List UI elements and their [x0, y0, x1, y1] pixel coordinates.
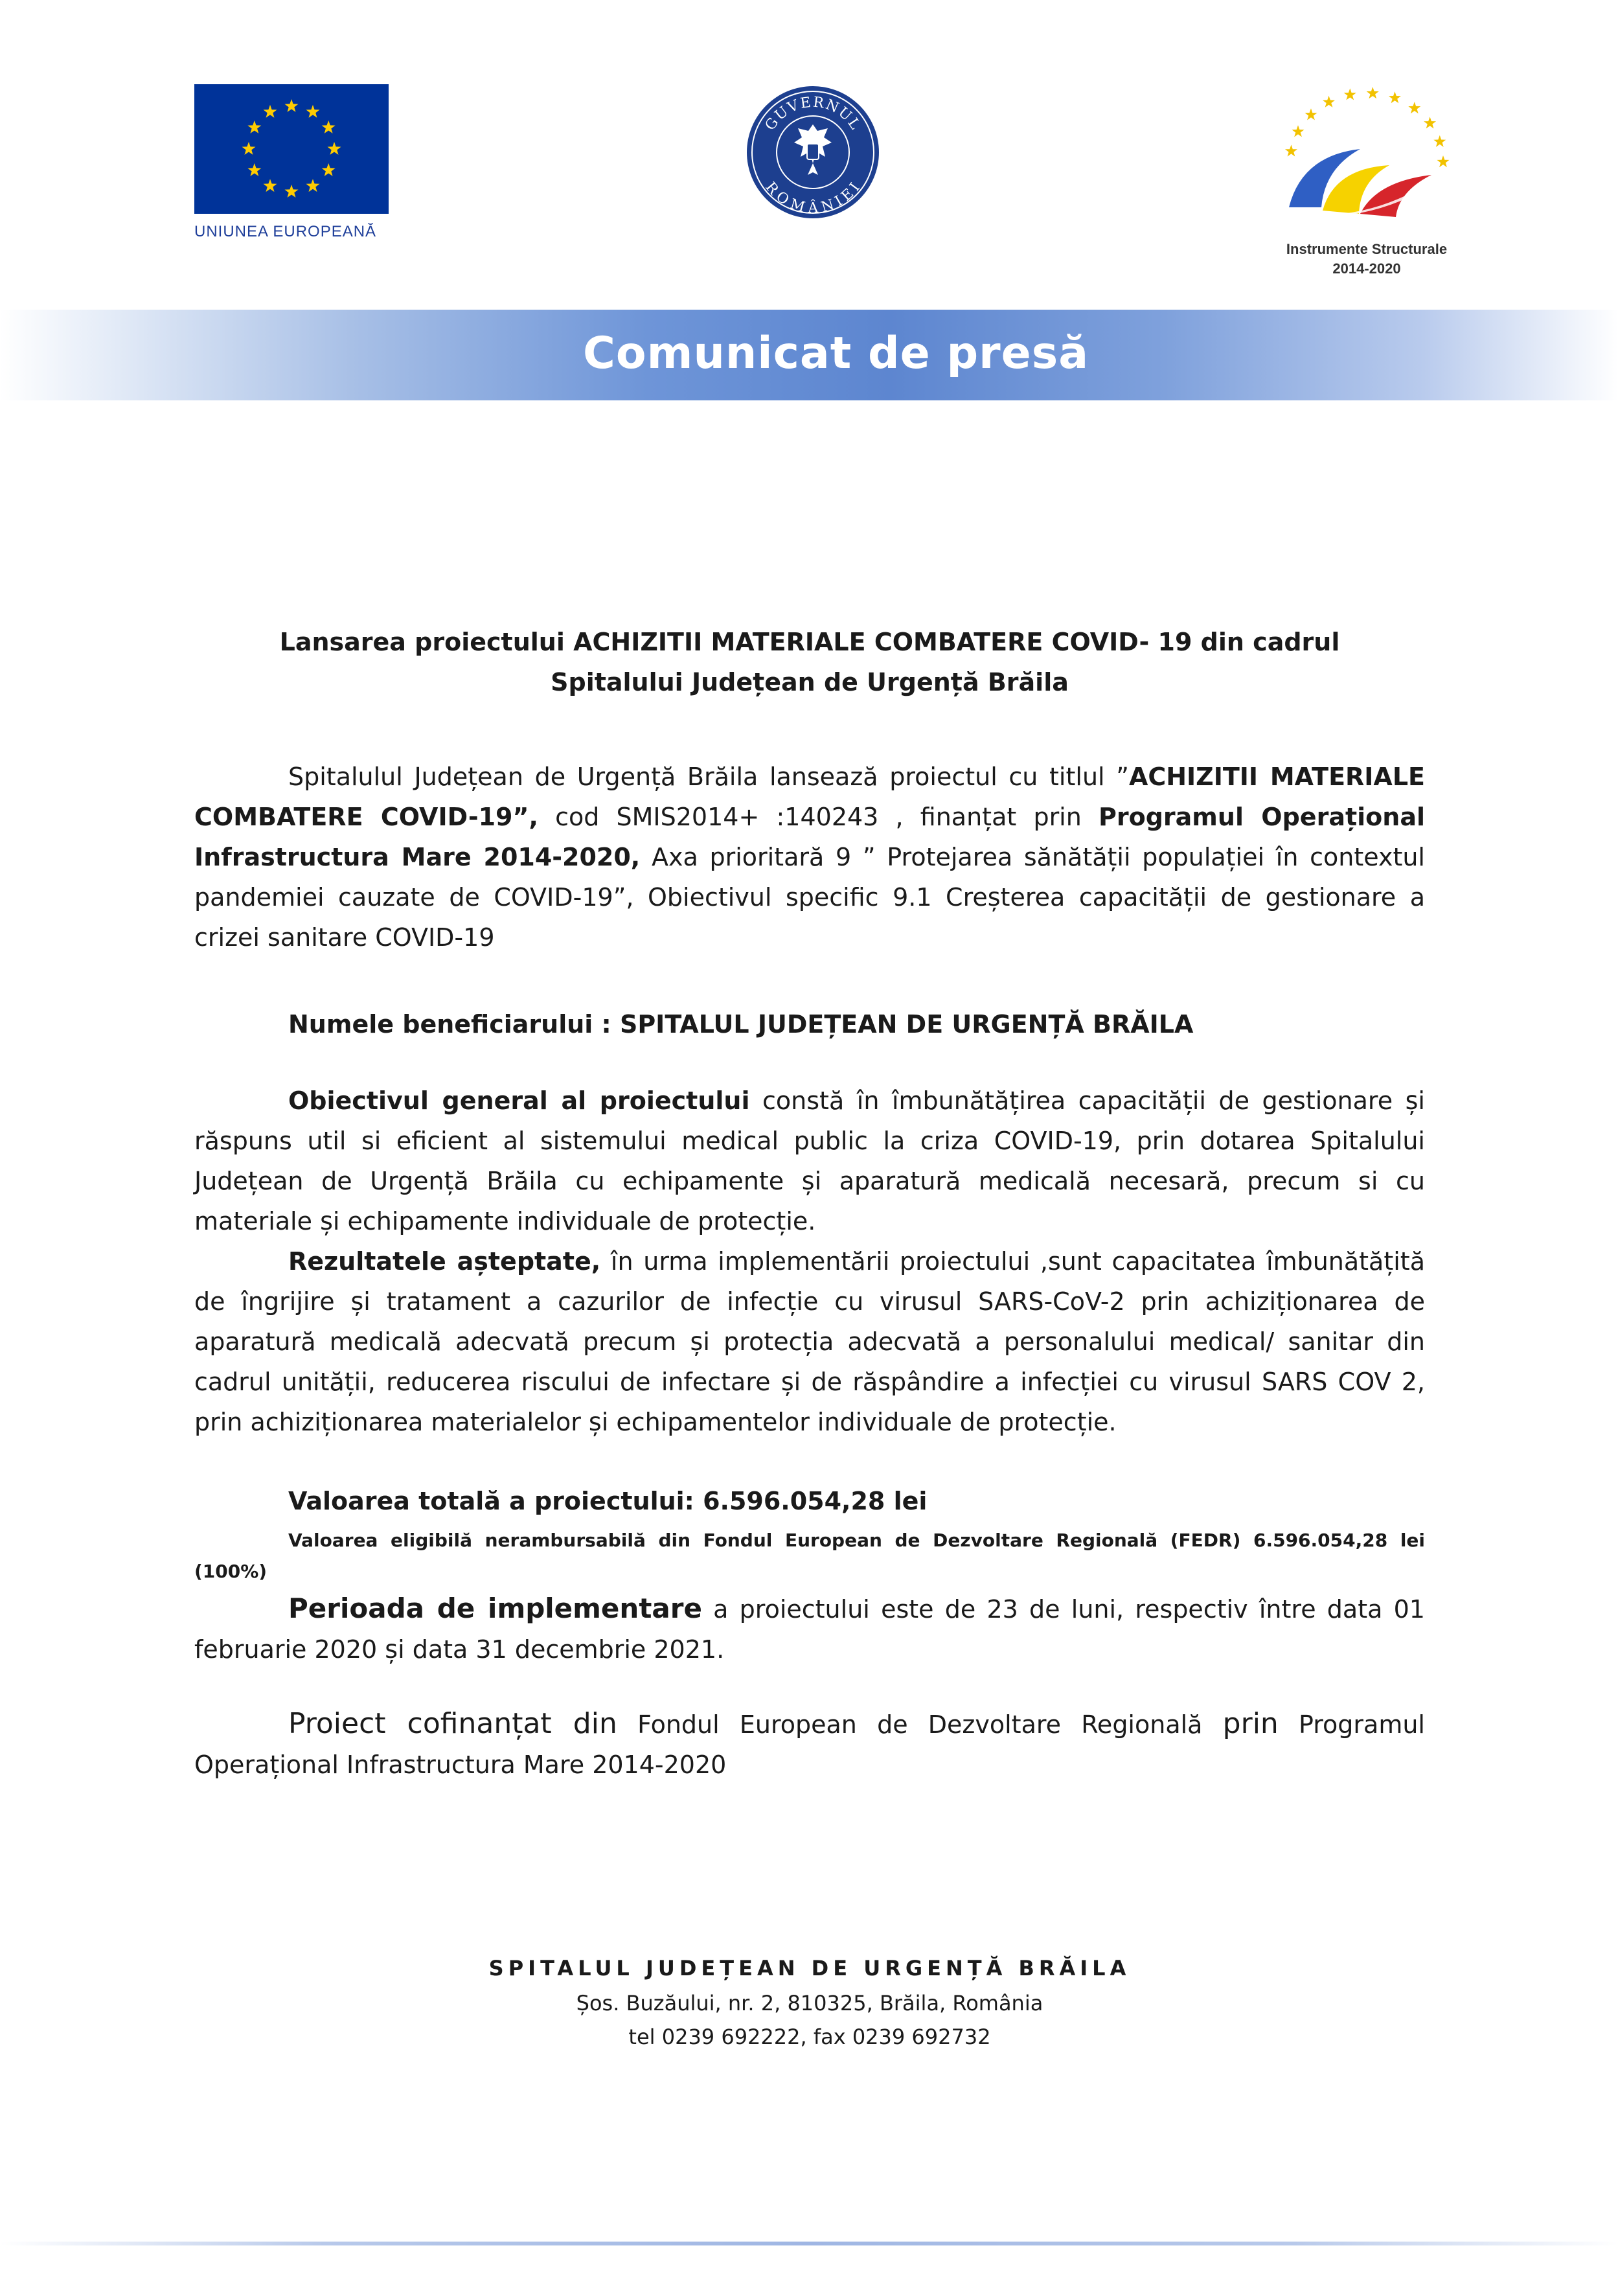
objective-paragraph [194, 1081, 1425, 1241]
title-line-1: Lansarea proiectului ACHIZITII MATERIALE COMBATERE COVID- 19 din cadrul [279, 628, 1340, 656]
cofinance-fund: Fondul European de Dezvoltare Regională [617, 1710, 1223, 1739]
is-star-icon [1305, 108, 1317, 120]
intro-text-1: Spitalulul Județean de Urgență Brăila lansează proiectul cu titlul ” [288, 763, 1129, 791]
intro-program-name: Programul Operațional Infrastructura Mare 2014-2020, [194, 803, 1425, 871]
is-star-icon [1292, 125, 1305, 137]
intro-text-2: cod SMIS2014+ :140243 , finanțat prin [538, 803, 1099, 831]
footer-divider [0, 2242, 1618, 2245]
eligible-value-line: Valoarea eligibilă nerambursabilă din Fondul European de Dezvoltare Regională (FEDR) 6.596.054,28 lei (100%) [194, 1530, 1425, 1582]
is-caption-line2: 2014-2020 [1332, 260, 1401, 277]
intro-text-3: Axa prioritară 9 ” Protejarea sănătății populației în contextul pandemiei cauzate de COVID-19”, Obiectivul specific 9.1 Creșterea capacității de gestionare a crizei sanitare COVID-19 [194, 843, 1425, 952]
total-value-line: Valoarea totală a proiectului: 6.596.054,28 lei [288, 1487, 928, 1515]
footer-hospital-name: SPITALUL JUDEȚEAN DE URGENȚĂ BRĂILA [488, 1956, 1131, 1980]
eu-flag-icon [194, 84, 389, 214]
objective-lead: Obiectivul general al proiectului [288, 1086, 750, 1115]
eu-caption: UNIUNEA EUROPEANĂ [194, 223, 377, 240]
document-title [194, 622, 1425, 702]
cofinance-program: Programul Operațional Infrastructura Mare 2014-2020 [194, 1710, 1425, 1779]
footer [194, 1950, 1425, 2054]
is-star-icon [1389, 91, 1401, 103]
seal-text-bottom: ROMÂNIEI [762, 179, 864, 217]
is-star-icon [1437, 155, 1450, 167]
period-text: a proiectului este de 23 de luni, respectiv între data 01 februarie 2020 și data 31 decembrie 2021. [194, 1595, 1425, 1664]
results-lead: Rezultatele așteptate, [288, 1247, 601, 1276]
is-star-icon [1344, 88, 1356, 100]
press-release-banner [0, 310, 1618, 400]
footer-phone: tel 0239 692222, fax 0239 692732 [628, 2025, 991, 2049]
results-paragraph [194, 1241, 1425, 1442]
banner-title: Comunicat de presă [583, 328, 1089, 379]
period-lead: Perioada de implementare [288, 1592, 702, 1624]
is-star-icon [1424, 117, 1436, 128]
instrumente-structurale-caption [1263, 240, 1470, 279]
is-star-icon [1408, 102, 1420, 113]
structural-funds-icon [1263, 78, 1470, 240]
intro-paragraph [194, 757, 1425, 958]
is-star-icon [1323, 96, 1335, 108]
is-star-icon [1285, 144, 1297, 156]
cofinance-paragraph [194, 1704, 1425, 1785]
title-line-2: Spitalului Județean de Urgență Brăila [551, 668, 1069, 696]
intro-project-title: ACHIZITII MATERIALE COMBATERE COVID-19”, [194, 763, 1426, 831]
is-star-icon [1433, 135, 1446, 147]
results-text: în urma implementării proiectului ,sunt capacitatea îmbunătățită de îngrijire și tratament a cazurilor de infecție cu virusul SARS-CoV-2 prin achiziționarea de aparatură medicală adecvată precum și protecția adecvată a personalului medical/ sanitar din cadrul unității, reducerea riscului de infectare și de răspândire a infecției cu virusul SARS COV 2, prin achiziționarea materialelor și echipamentelor individuale de protecție. [194, 1247, 1425, 1436]
is-star-icon [1367, 87, 1379, 98]
is-caption-line1: Instrumente Structurale [1286, 241, 1448, 257]
government-seal [745, 84, 881, 220]
beneficiary-line: Numele beneficiarului : SPITALUL JUDEȚEAN DE URGENȚĂ BRĂILA [288, 1010, 1194, 1039]
seal-text-top: GUVERNUL [762, 94, 864, 134]
objective-text: constă în îmbunătățirea capacității de gestionare și răspuns util si eficient al sistemului medical public la criza COVID-19, prin dotarea Spitalului Județean de Urgență Brăila cu echipamente și aparatură medicală necesară, precum si cu materiale și echipamente individuale de protecție. [194, 1086, 1425, 1235]
cofinance-lead: Proiect cofinanțat din [288, 1707, 617, 1740]
instrumente-structurale-logo [1263, 78, 1470, 277]
eu-logo [194, 84, 389, 243]
footer-address: Șos. Buzăului, nr. 2, 810325, Brăila, România [576, 1991, 1043, 2015]
implementation-period-paragraph [194, 1589, 1425, 1670]
cofinance-prin: prin [1222, 1707, 1279, 1740]
